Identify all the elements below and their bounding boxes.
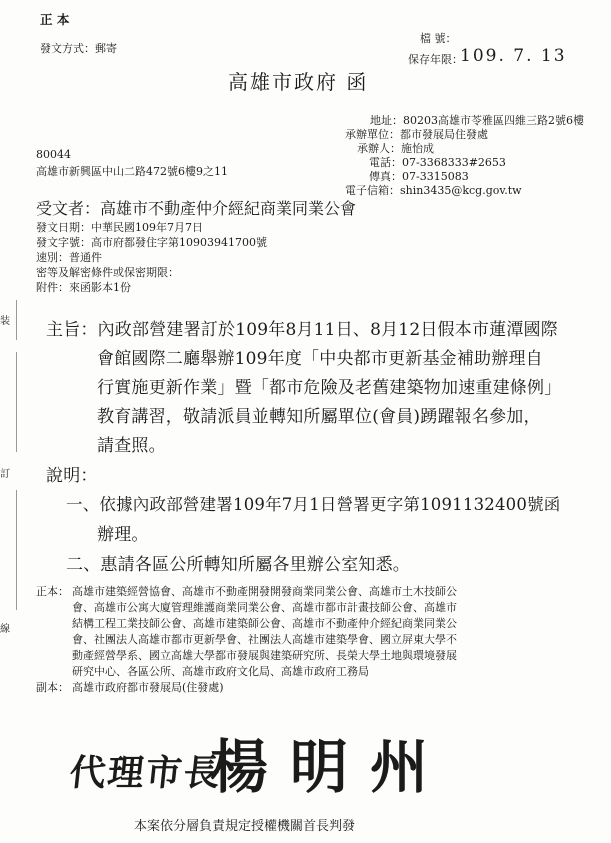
original-recipients-line: 動產經營學系、國立高雄大學都市發展與建築研究所、長榮大學土地與環境發展 bbox=[72, 649, 457, 662]
secrecy-level: 密等及解密條件或保密期限： bbox=[36, 266, 179, 279]
sender-fax: 傳真：07-3315083 bbox=[369, 170, 469, 183]
copy-recipients: 高雄市政府都市發展局(住發處) bbox=[72, 681, 224, 694]
subject-line: 主旨：內政部營建署訂於109年8月11日、8月12日假本市蓮潭國際 bbox=[46, 320, 558, 340]
subject-line: 行實施更新作業」暨「都市危險及老舊建築物加速重建條例」 bbox=[97, 378, 562, 398]
recipient-zip: 80044 bbox=[36, 148, 71, 161]
sender-clerk: 承辦人：施怡成 bbox=[357, 142, 434, 155]
explanation-label: 說明： bbox=[46, 466, 98, 486]
copy-recipients-label: 副本： bbox=[36, 681, 69, 694]
send-method: 發文方式：郵寄 bbox=[40, 42, 117, 55]
retention-label: 保存年限： bbox=[408, 53, 463, 66]
document-number: 發文字號：高市府都發住字第10903941700號 bbox=[36, 236, 267, 249]
original-recipients-label: 正本： bbox=[36, 585, 69, 598]
original-recipients-line: 研究中心、各區公所、高雄市政府文化局、高雄市政府工務局 bbox=[72, 665, 369, 678]
issue-date: 發文日期：中華民國109年7月7日 bbox=[36, 221, 203, 234]
binding-mark: 装 bbox=[0, 316, 10, 327]
binding-mark: 線 bbox=[0, 624, 10, 635]
attachment: 附件：來函影本1份 bbox=[36, 281, 131, 294]
sender-phone: 電話：07-3368333#2653 bbox=[369, 156, 506, 169]
binding-mark: 訂 bbox=[0, 469, 10, 480]
binding-line bbox=[16, 300, 17, 340]
document-title: 高雄市政府 函 bbox=[228, 70, 369, 94]
original-recipients-line: 會、高雄市公寓大廈管理維護商業同業公會、高雄市都市計畫技師公會、高雄市 bbox=[72, 601, 457, 614]
delegation-note: 本案依分層負責規定授權機關首長判發 bbox=[134, 819, 356, 834]
subject-line: 教育講習，敬請派員並轉知所屬單位(會員)踴躍報名參加， bbox=[97, 407, 541, 427]
retention-stamp: 109. 7. 13 bbox=[460, 46, 567, 66]
binding-line bbox=[16, 352, 17, 452]
binding-line bbox=[16, 490, 17, 610]
explanation-item-1: 一、依據內政部營建署109年7月1日營署更字第1091132400號函 bbox=[66, 495, 561, 514]
copy-type-label: 正 本 bbox=[40, 12, 70, 27]
original-recipients-line: 會、社團法人高雄市都市更新學會、社團法人高雄市建築學會、國立屏東大學不 bbox=[72, 633, 457, 646]
file-number-label: 檔 號： bbox=[420, 32, 457, 45]
signature-name: 楊明州 bbox=[210, 733, 451, 801]
sender-email: 電子信箱：shin3435@kcg.gov.tw bbox=[345, 184, 522, 197]
subject-line: 會館國際二廳舉辦109年度「中央都市更新基金補助辦理自 bbox=[97, 349, 543, 369]
recipient: 受文者：高雄市不動產仲介經紀商業同業公會 bbox=[36, 199, 357, 218]
delivery-speed: 速別：普通件 bbox=[36, 251, 102, 264]
subject-line: 請查照。 bbox=[97, 436, 166, 456]
sender-address: 地址：80203高雄市苓雅區四維三路2號6樓 bbox=[370, 114, 584, 127]
original-recipients-line: 高雄市建築經營協會、高雄市不動產開發開發商業同業公會、高雄市土木技師公 bbox=[72, 585, 457, 598]
signature-title: 代理市長 bbox=[67, 752, 224, 794]
recipient-address: 高雄市新興區中山二路472號6樓9之11 bbox=[36, 165, 228, 178]
sender-unit: 承辦單位：都市發展局住發處 bbox=[345, 128, 488, 141]
explanation-item-2: 二、惠請各區公所轉知所屬各里辦公室知悉。 bbox=[66, 555, 410, 575]
explanation-item-1-cont: 辦理。 bbox=[97, 525, 149, 545]
original-recipients-line: 結構工程工業技師公會、高雄市建築師公會、高雄市不動產仲介經紀商業同業公 bbox=[72, 617, 457, 630]
